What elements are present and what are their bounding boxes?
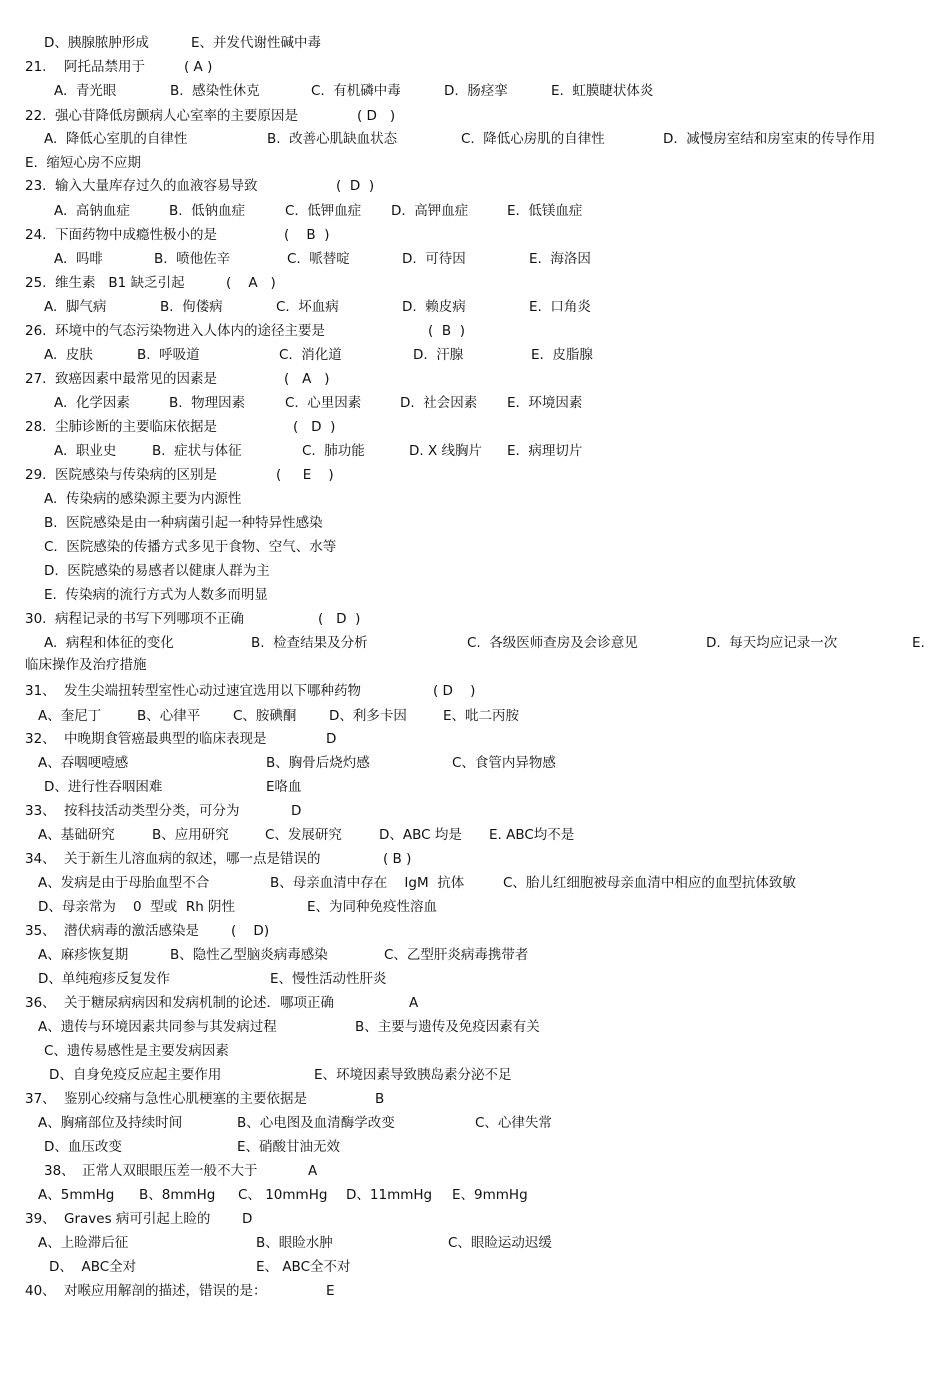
answer-key: ( A ) [284, 371, 330, 387]
options-line [0, 561, 270, 581]
question-stem: 中晚期食管癌最典型的临床表现是 [64, 731, 267, 747]
answer-key: ( D ) [293, 419, 336, 435]
option-e: E. 口角炎 [529, 299, 591, 315]
question-number: 35、 [25, 923, 56, 939]
answer-key: E [326, 1283, 335, 1299]
options-line [0, 393, 583, 413]
option-c: C. 消化道 [279, 347, 342, 363]
options-line [0, 706, 520, 726]
option-e: E. 病理切片 [507, 443, 583, 459]
option-b: B. 感染性休克 [170, 83, 260, 99]
question-number: 34、 [25, 851, 56, 867]
answer-key: ( E ) [276, 467, 334, 483]
option-a: A. 青光眼 [54, 83, 117, 99]
options-line [0, 1041, 229, 1061]
options-line [0, 655, 147, 675]
question-stem: 正常人双眼眼压差一般不大于 [82, 1163, 258, 1179]
answer-key: D [291, 803, 302, 819]
option-b: B. 改善心肌缺血状态 [267, 131, 398, 147]
question-23 [0, 176, 375, 196]
option-e: E. 缩短心房不应期 [25, 155, 141, 171]
option-d: D. 每天均应记录一次 [706, 635, 838, 651]
option-c: C、胺碘酮 [233, 708, 297, 724]
option-a: A. 皮肤 [44, 347, 93, 363]
option-c: C. 降低心房肌的自律性 [461, 131, 605, 147]
question-30 [0, 609, 361, 629]
answer-key: A [409, 995, 419, 1011]
option-d: D、自身免疫反应起主要作用 [49, 1067, 222, 1083]
options-line [0, 201, 583, 221]
option-e: E. 低镁血症 [507, 203, 583, 219]
option-e: E、硝酸甘油无效 [237, 1139, 341, 1155]
option-c: C. 坏血病 [276, 299, 339, 315]
options-line [0, 897, 438, 917]
options-line [0, 945, 529, 965]
answer-key: A [308, 1163, 318, 1179]
answer-key: D [242, 1211, 253, 1227]
option-c: C. 有机磷中毒 [311, 83, 401, 99]
options-line [0, 777, 302, 797]
option-e: E、 ABC全不对 [256, 1259, 351, 1275]
option-b: B、胸骨后烧灼感 [266, 755, 370, 771]
question-35 [0, 921, 270, 941]
option-d: D. 肠痉挛 [444, 83, 508, 99]
question-stem: 潜伏病毒的激活感染是 [64, 923, 199, 939]
option-b: B、主要与遗传及免疫因素有关 [355, 1019, 540, 1035]
option-d: D. 高钾血症 [391, 203, 469, 219]
question-number: 21. [25, 59, 47, 75]
question-stem: 26. 环境中的气态污染物进入人体内的途径主要是 [25, 323, 326, 339]
question-28 [0, 417, 336, 437]
option-e: E、为同种免疫性溶血 [307, 899, 438, 915]
answer-key: ( D ) [336, 178, 375, 194]
question-stem: 30. 病程记录的书写下列哪项不正确 [25, 611, 245, 627]
option-d: D. 汗腺 [413, 347, 464, 363]
question-22 [0, 106, 396, 126]
option-d: D. 减慢房室结和房室束的传导作用 [663, 131, 876, 147]
option-e: E、并发代谢性碱中毒 [191, 35, 322, 51]
question-stem: 关于新生儿溶血病的叙述，哪一点是错误的 [64, 851, 321, 867]
option-b: B、心律平 [137, 708, 201, 724]
option-d: D、母亲常为 0 型或 Rh 阴性 [38, 899, 236, 915]
options-line [0, 1113, 552, 1133]
question-27 [0, 369, 330, 389]
options-line [0, 873, 796, 893]
question-37 [0, 1089, 385, 1109]
options-line [0, 345, 593, 365]
option-b: B. 症状与体征 [152, 443, 242, 459]
option-c: C、遗传易感性是主要发病因素 [44, 1043, 229, 1059]
options-line [0, 441, 583, 461]
question-stem: 对喉应用解剖的描述，错误的是： [64, 1283, 267, 1299]
option-a: A. 化学因素 [54, 395, 130, 411]
option-e: E. 虹膜睫状体炎 [551, 83, 654, 99]
question-number: 31、 [25, 683, 56, 699]
option-c: C. 医院感染的传播方式多见于食物、空气、水等 [44, 539, 337, 555]
options-line [0, 1233, 552, 1253]
option-b: B. 检查结果及分析 [251, 635, 368, 651]
question-number: 38、 [44, 1163, 75, 1179]
option-b: B、眼睑水肿 [256, 1235, 333, 1251]
question-stem: 阿托品禁用于 [64, 59, 145, 75]
question-32 [0, 729, 337, 749]
answer-key: ( B ) [383, 851, 412, 867]
question-39 [0, 1209, 253, 1229]
question-stem: 29. 医院感染与传染病的区别是 [25, 467, 218, 483]
option-c: C、发展研究 [265, 827, 342, 843]
option-b: B. 佝偻病 [160, 299, 223, 315]
option-b: B、8mmHg [139, 1187, 216, 1203]
option-e: E、9mmHg [452, 1187, 528, 1203]
option-e: E. 皮脂腺 [531, 347, 593, 363]
options-line [0, 1065, 512, 1085]
option-a: A、5mmHg [38, 1187, 115, 1203]
option-c: C. 哌替啶 [287, 251, 350, 267]
option-e: E. 海洛因 [529, 251, 591, 267]
question-stem: 按科技活动类型分类，可分为 [64, 803, 240, 819]
question-31 [0, 681, 476, 701]
question-26 [0, 321, 465, 341]
answer-key: ( A ) [184, 59, 213, 75]
option-d: D. 医院感染的易感者以健康人群为主 [44, 563, 270, 579]
question-stem: 27. 致癌因素中最常见的因素是 [25, 371, 218, 387]
question-38 [0, 1161, 318, 1181]
option-e: E. [912, 635, 925, 651]
option-d: D、单纯疱疹反复发作 [38, 971, 170, 987]
options-line [0, 81, 654, 101]
question-number: 37、 [25, 1091, 56, 1107]
options-line [0, 489, 242, 509]
question-stem: 22. 强心苷降低房颤病人心室率的主要原因是 [25, 108, 299, 124]
question-number: 40、 [25, 1283, 56, 1299]
option-a: A. 降低心室肌的自律性 [44, 131, 188, 147]
option-c: C、心律失常 [475, 1115, 552, 1131]
option-b: B、隐性乙型脑炎病毒感染 [170, 947, 328, 963]
options-line [0, 825, 575, 845]
option-d: D、血压改变 [44, 1139, 122, 1155]
option-a: A、奎尼丁 [38, 708, 102, 724]
option-d: D、 ABC全对 [49, 1259, 137, 1275]
option-c: C、乙型肝炎病毒携带者 [384, 947, 529, 963]
question-33 [0, 801, 302, 821]
option-c: C、胎儿红细胞被母亲血清中相应的血型抗体致敏 [503, 875, 796, 891]
option-b: B. 物理因素 [169, 395, 246, 411]
option-e: E. 环境因素 [507, 395, 583, 411]
option-a: A、吞咽哽噎感 [38, 755, 129, 771]
options-line [0, 969, 387, 989]
option-b: B. 呼吸道 [137, 347, 200, 363]
option-a: A、上睑滞后征 [38, 1235, 129, 1251]
options-line [0, 1137, 341, 1157]
question-stem: Graves 病可引起上睑的 [64, 1211, 211, 1227]
question-number: 36、 [25, 995, 56, 1011]
option-d: D、进行性吞咽困难 [44, 779, 163, 795]
options-line [0, 153, 141, 173]
option-b: B. 喷他佐辛 [154, 251, 231, 267]
answer-key: ( D ) [433, 683, 476, 699]
option-d: D、利多卡因 [329, 708, 407, 724]
option-d: D. X 线胸片 [409, 443, 483, 459]
question-number: 33、 [25, 803, 56, 819]
option-c: C、食管内异物感 [452, 755, 556, 771]
question-34 [0, 849, 412, 869]
option-a: A、基础研究 [38, 827, 115, 843]
answer-key: ( B ) [428, 323, 465, 339]
question-number: 32、 [25, 731, 56, 747]
option-a: A. 高钠血症 [54, 203, 130, 219]
question-stem: 23. 输入大量库存过久的血液容易导致 [25, 178, 258, 194]
question-25 [0, 273, 276, 293]
option-d: D、胰腺脓肿形成 [44, 35, 149, 51]
option-d: D. 可待因 [402, 251, 466, 267]
question-stem: 关于糖尿病病因和发病机制的论述．哪项正确 [64, 995, 334, 1011]
option-e: E、慢性活动性肝炎 [270, 971, 387, 987]
option-c: C、眼睑运动迟缓 [448, 1235, 552, 1251]
option-c: C、 10mmHg [238, 1187, 328, 1203]
question-stem: 24. 下面药物中成瘾性极小的是 [25, 227, 218, 243]
question-21 [0, 57, 213, 77]
option-e: E、环境因素导致胰岛素分泌不足 [314, 1067, 512, 1083]
options-line [0, 1017, 540, 1037]
option-d: D、11mmHg [346, 1187, 433, 1203]
options-line [0, 585, 268, 605]
option-a: A. 传染病的感染源主要为内源性 [44, 491, 242, 507]
options-line [0, 249, 591, 269]
question-40 [0, 1281, 335, 1301]
options-line [0, 1257, 351, 1277]
question-24 [0, 225, 330, 245]
question-stem: 25. 维生素 B1 缺乏引起 [25, 275, 185, 291]
options-line [0, 633, 925, 653]
option-a: A、发病是由于母胎血型不合 [38, 875, 210, 891]
option-c: C. 低钾血症 [285, 203, 362, 219]
answer-key: ( A ) [226, 275, 276, 291]
option-a: A、麻疹恢复期 [38, 947, 129, 963]
answer-key: ( D ) [318, 611, 361, 627]
question-number: 39、 [25, 1211, 56, 1227]
option-d: D. 社会因素 [400, 395, 478, 411]
option-c: C. 各级医师查房及会诊意见 [467, 635, 638, 651]
answer-key: ( D ) [357, 108, 396, 124]
options-line [0, 297, 591, 317]
options-line [0, 129, 876, 149]
option-e: E咯血 [266, 779, 302, 795]
options-line [0, 537, 337, 557]
answer-key: D [326, 731, 337, 747]
option-e: E. ABC均不是 [489, 827, 575, 843]
options-line [0, 753, 556, 773]
question-29 [0, 465, 334, 485]
options-line [0, 513, 323, 533]
option-b: B. 低钠血症 [169, 203, 246, 219]
option-e-continued: 临床操作及治疗措施 [25, 657, 147, 673]
question-line [0, 33, 322, 53]
option-a: A. 脚气病 [44, 299, 107, 315]
answer-key: ( B ) [284, 227, 330, 243]
option-c: C. 肺功能 [302, 443, 365, 459]
answer-key: ( D) [231, 923, 270, 939]
option-b: B、应用研究 [152, 827, 229, 843]
option-e: E. 传染病的流行方式为人数多而明显 [44, 587, 268, 603]
question-36 [0, 993, 419, 1013]
option-c: C. 心里因素 [285, 395, 362, 411]
option-d: D. 赖皮病 [402, 299, 466, 315]
option-a: A. 病程和体征的变化 [44, 635, 174, 651]
option-b: B. 医院感染是由一种病菌引起一种特异性感染 [44, 515, 323, 531]
answer-key: B [375, 1091, 385, 1107]
option-e: E、吡二丙胺 [443, 708, 520, 724]
options-line [0, 1185, 528, 1205]
option-a: A. 职业史 [54, 443, 117, 459]
question-stem: 28. 尘肺诊断的主要临床依据是 [25, 419, 218, 435]
option-d: D、ABC 均是 [379, 827, 462, 843]
option-b: B、心电图及血清酶学改变 [237, 1115, 395, 1131]
option-b: B、母亲血清中存在 IgM 抗体 [270, 875, 465, 891]
option-a: A、胸痛部位及持续时间 [38, 1115, 183, 1131]
question-stem: 发生尖端扭转型室性心动过速宜选用以下哪种药物 [64, 683, 361, 699]
option-a: A、遗传与环境因素共同参与其发病过程 [38, 1019, 277, 1035]
option-a: A. 吗啡 [54, 251, 103, 267]
question-stem: 鉴别心绞痛与急性心肌梗塞的主要依据是 [64, 1091, 307, 1107]
